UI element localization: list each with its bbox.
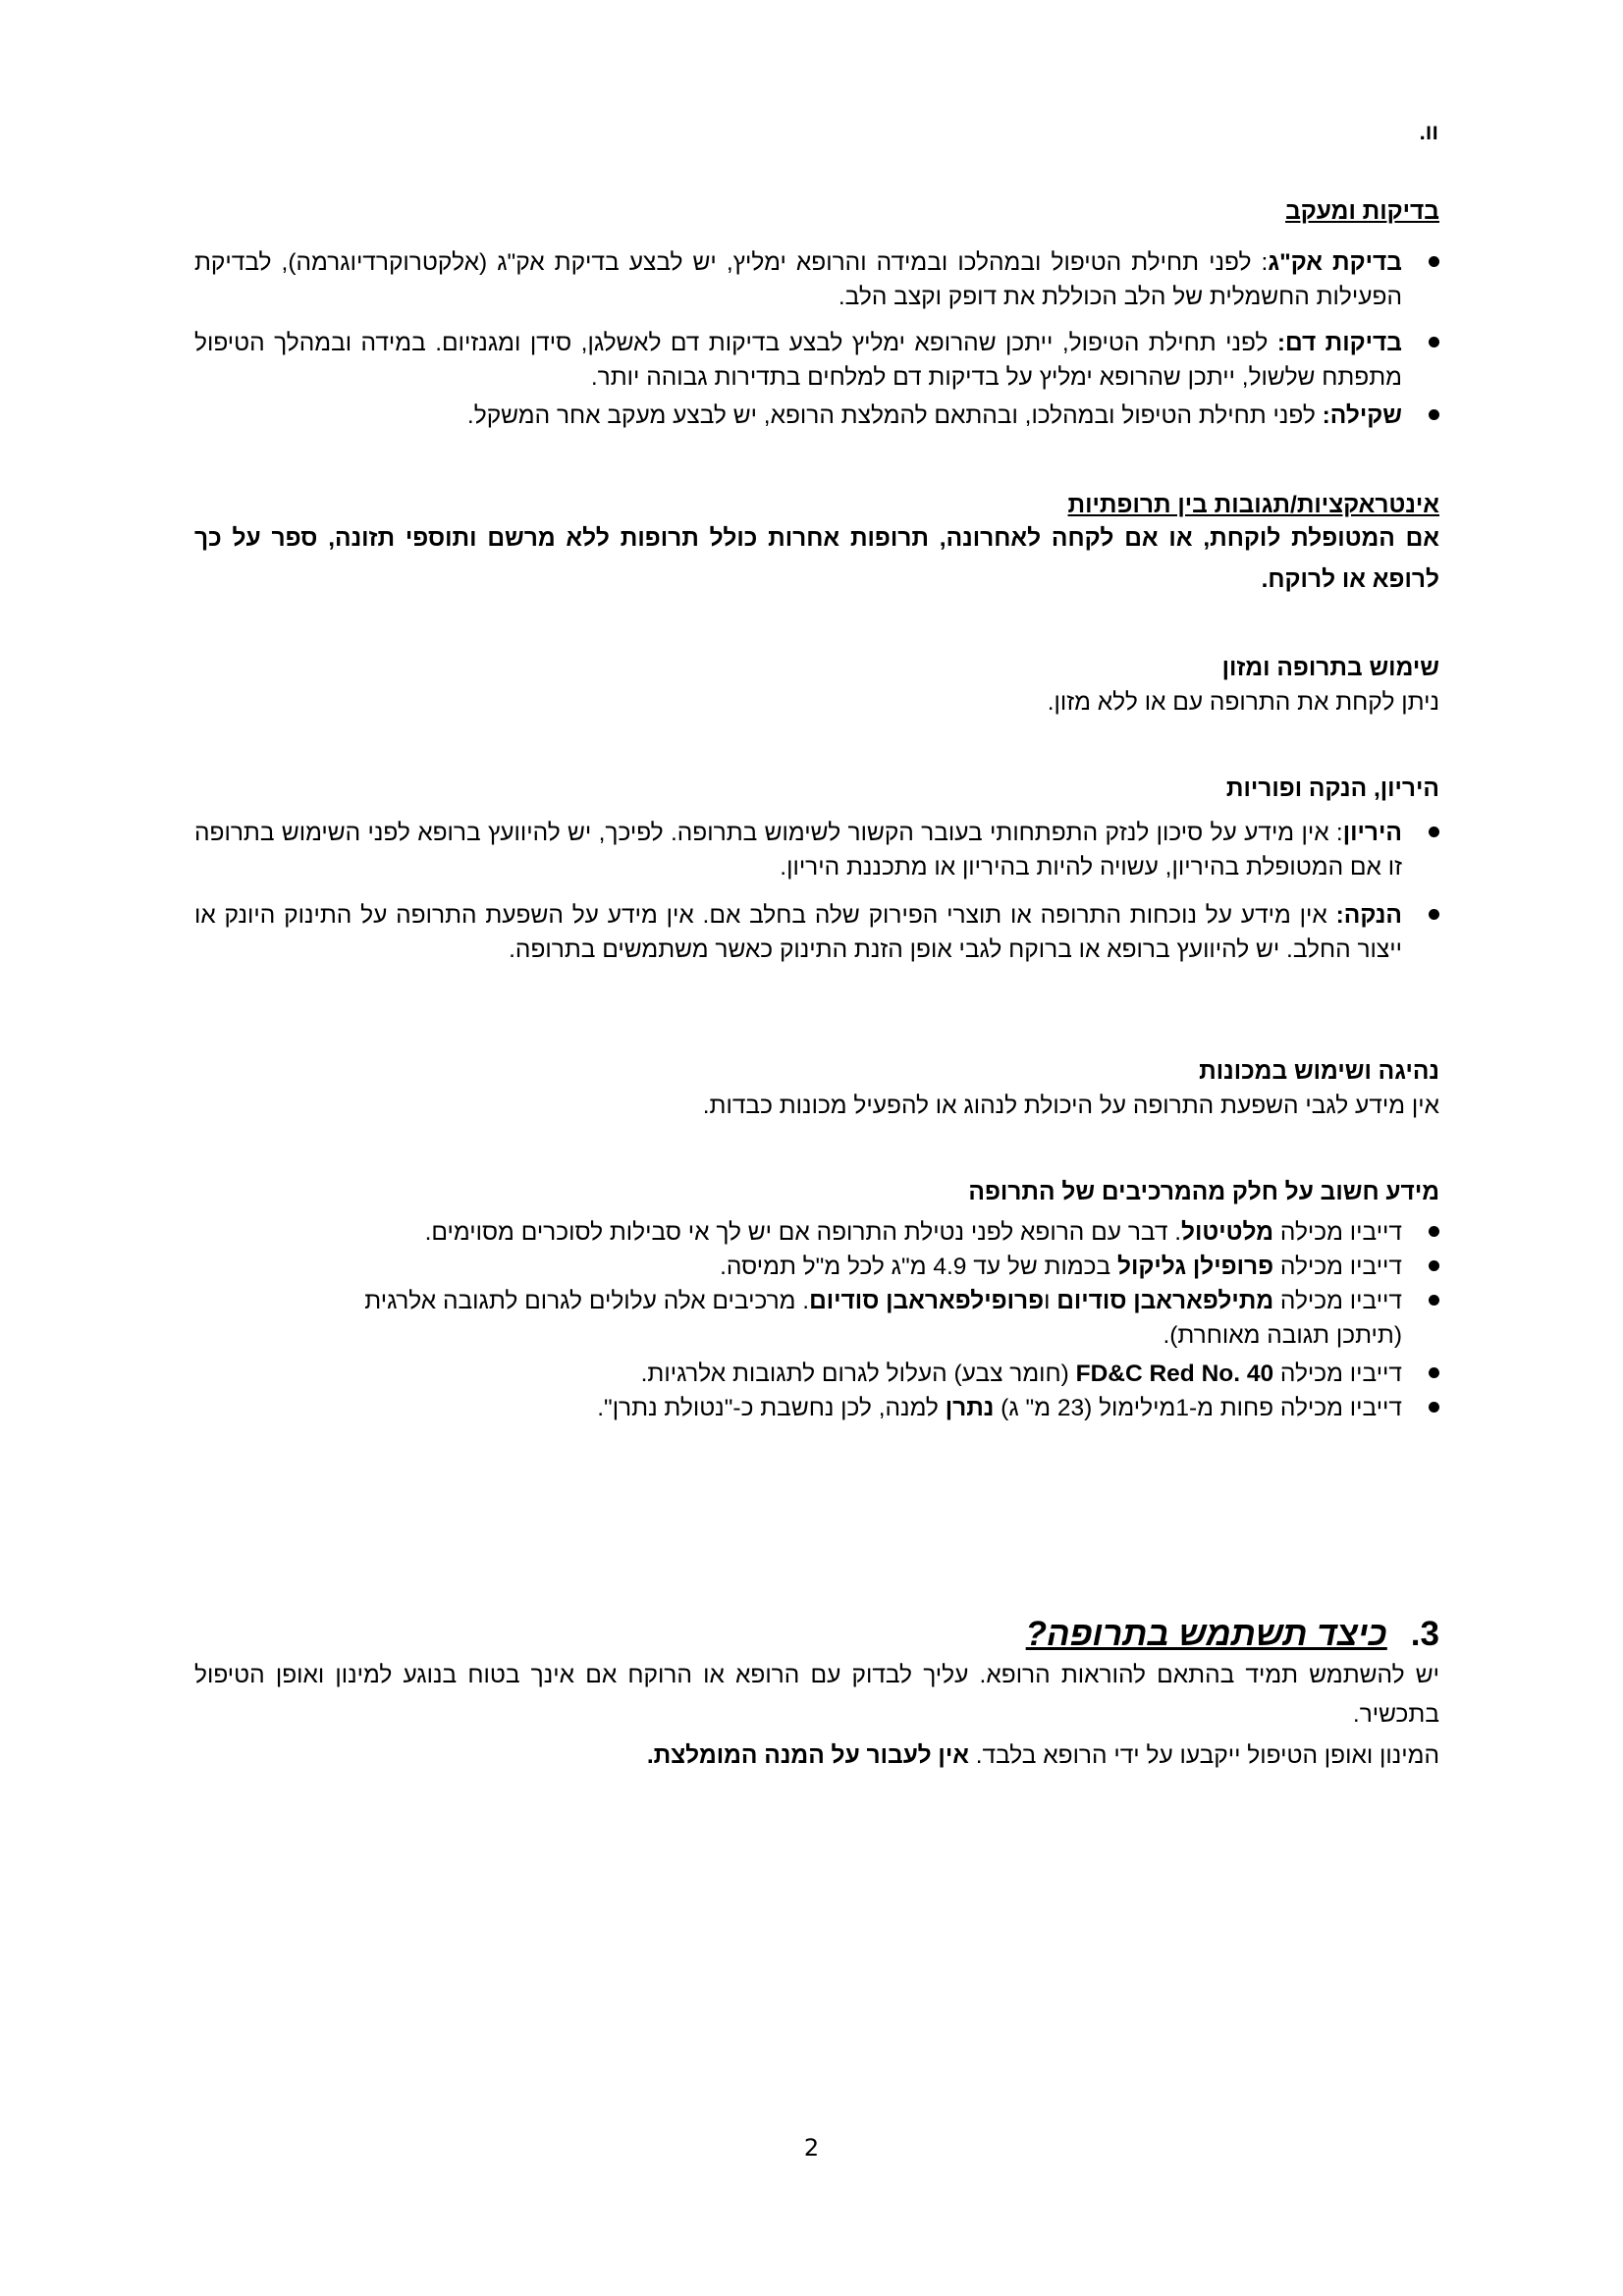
list-item: דייביו מכילה מתילפאראבן סודיום ופרופילפאראבן סודיום. מרכיבים אלה עלולים לגרום לתגובה אלרגית (תיתכן תגובה מאוחרת). xyxy=(271,1284,1439,1353)
list-item: בדיקת אק"ג: לפני תחילת הטיפול ובמהלכו ובמידה והרופא ימליץ, יש לבצע בדיקת אק"ג (אלקטרוקרדיוגרמה), לבדיקת הפעילות החשמלית של הלב הכוללת את דופק וקצב הלב. xyxy=(194,245,1439,314)
list-item-text: לפני תחילת הטיפול ובמהלכו ובמידה והרופא ימליץ, יש לבצע בדיקת אק"ג (אלקטרוקרדיוגרמה), לבדיקת הפעילות החשמלית של הלב הכוללת את דופק וקצב הלב. xyxy=(194,249,1402,310)
food-heading: שימוש בתרופה ומזון xyxy=(1221,655,1439,681)
usage-title: כיצד תשתמש בתרופה? xyxy=(1025,1615,1387,1653)
usage-paragraph: יש להשתמש תמיד בהתאם להוראות הרופא. עליך לבדוק עם הרופא או הרוקח אם אינך בטוח בנוגע למינון ואופן הטיפול בתכשיר. xyxy=(194,1662,1439,1728)
pregnancy-section xyxy=(194,772,1439,967)
usage-heading xyxy=(194,1613,1439,1656)
usage-section xyxy=(194,1613,1439,1773)
food-section xyxy=(194,651,1439,720)
ingredients-heading: מידע חשוב על חלק מהמרכיבים של התרופה xyxy=(968,1179,1439,1205)
tests-list xyxy=(194,245,1439,433)
driving-text: אין מידע לגבי השפעת התרופה על היכולת לנהוג או להפעיל מכונות כבדות. xyxy=(702,1093,1439,1119)
tests-list-block xyxy=(194,245,1439,433)
list-item-label: בדיקות דם: xyxy=(1276,330,1402,356)
pregnancy-list xyxy=(194,816,1439,967)
list-item: דייביו מכילה FD&C Red No. 40 (חומר צבע) העלול לגרום לתגובות אלרגיות. xyxy=(271,1357,1439,1391)
section-tag: וו. xyxy=(1419,120,1438,144)
page-number: 2 xyxy=(803,2134,820,2162)
driving-section xyxy=(194,1054,1439,1123)
list-item-label: היריון xyxy=(1342,820,1402,846)
ingredient-name: FD&C Red No. 40 xyxy=(1075,1361,1274,1387)
tests-heading: בדיקות ומעקב xyxy=(1285,198,1439,225)
dose-warning: אין לעבור על המנה המומלצת. xyxy=(646,1742,969,1769)
list-item: היריון: אין מידע על סיכון לנזק התפתחותי בעובר הקשור לשימוש בתרופה. לפיכך, יש להיוועץ ברופא לפני השימוש בתרופה זו אם המטופלת בהיריון, עשויה להיות בהיריון או מתכננת היריון. xyxy=(194,816,1439,884)
interactions-text: אם המטופלת לוקחת, או אם לקחה לאחרונה, תרופות אחרות כולל תרופות ללא מרשם ותוספי תזונה, ספר על כך לרופא או לרוקח. xyxy=(194,525,1439,593)
ingredient-name: מתילפאראבן סודיום xyxy=(1056,1288,1274,1314)
interactions-heading: אינטראקציות/תגובות בין תרופתיות xyxy=(1067,492,1439,518)
interactions-section xyxy=(194,488,1439,601)
usage-dose-paragraph: המינון ואופן הטיפול ייקבעו על ידי הרופא בלבד. אין לעבור על המנה המומלצת. xyxy=(646,1742,1439,1769)
list-item-label: הנקה: xyxy=(1335,902,1402,929)
list-item-text: לפני תחילת הטיפול ובמהלכו, ובהתאם להמלצת הרופא, יש לבצע מעקב אחר המשקל. xyxy=(466,402,1316,429)
driving-heading: נהיגה ושימוש במכונות xyxy=(1199,1058,1439,1085)
list-item xyxy=(194,898,1439,967)
ingredient-name: פרופילפאראבן סודיום xyxy=(809,1288,1045,1314)
list-item-text: אין מידע על נוכחות התרופה או תוצרי הפירוק שלה בחלב אם. אין מידע על השפעת התרופה על התינוק היונק או ייצור החלב. יש להיוועץ ברופא או ברוקח לגבי אופן הזנת התינוק כאשר משתמשים בתרופה. xyxy=(194,902,1402,963)
ingredients-section xyxy=(194,1175,1439,1209)
list-item-text: אין מידע על סיכון לנזק התפתחותי בעובר הקשור לשימוש בתרופה. לפיכך, יש להיוועץ ברופא לפני השימוש בתרופה זו אם המטופלת בהיריון, עשויה להיות בהיריון או מתכננת היריון. xyxy=(194,820,1402,881)
tests-section xyxy=(194,194,1439,229)
ingredients-list xyxy=(271,1215,1439,1425)
list-item: דייביו מכילה מלטיטול. דבר עם הרופא לפני נטילת התרופה אם יש לך אי סבילות לסוכרים מסוימים. xyxy=(271,1215,1439,1250)
usage-number: 3. xyxy=(1410,1615,1439,1653)
ingredient-name: פרופילן גליקול xyxy=(1116,1254,1274,1280)
pregnancy-heading: היריון, הנקה ופוריות xyxy=(1225,775,1439,802)
list-item-label: שקילה: xyxy=(1322,402,1402,429)
list-item: דייביו מכילה פחות מ-1מילימול (23 מ" ג) נתרן למנה, לכן נחשבת כ-"נטולת נתרן". xyxy=(271,1391,1439,1425)
food-text: ניתן לקחת את התרופה עם או ללא מזון. xyxy=(1047,689,1439,716)
ingredient-name: נתרן xyxy=(945,1395,995,1421)
list-item: דייביו מכילה פרופילן גליקול בכמות של עד 4.9 מ"ג לכל מ"ל תמיסה. xyxy=(271,1250,1439,1284)
list-item xyxy=(194,326,1439,395)
list-item xyxy=(194,399,1439,433)
list-item-label: בדיקת אק"ג xyxy=(1268,249,1402,276)
ingredients-list-block xyxy=(271,1215,1439,1425)
ingredient-name: מלטיטול xyxy=(1181,1219,1274,1246)
list-item-text: לפני תחילת הטיפול, ייתכן שהרופא ימליץ לבצע בדיקות דם לאשלגן, סידן ומגנזיום. במידה ובמהלך הטיפול מתפתח שלשול, ייתכן שהרופא ימליץ על בדיקות דם למלחים בתדירות גבוהה יותר. xyxy=(194,330,1402,391)
